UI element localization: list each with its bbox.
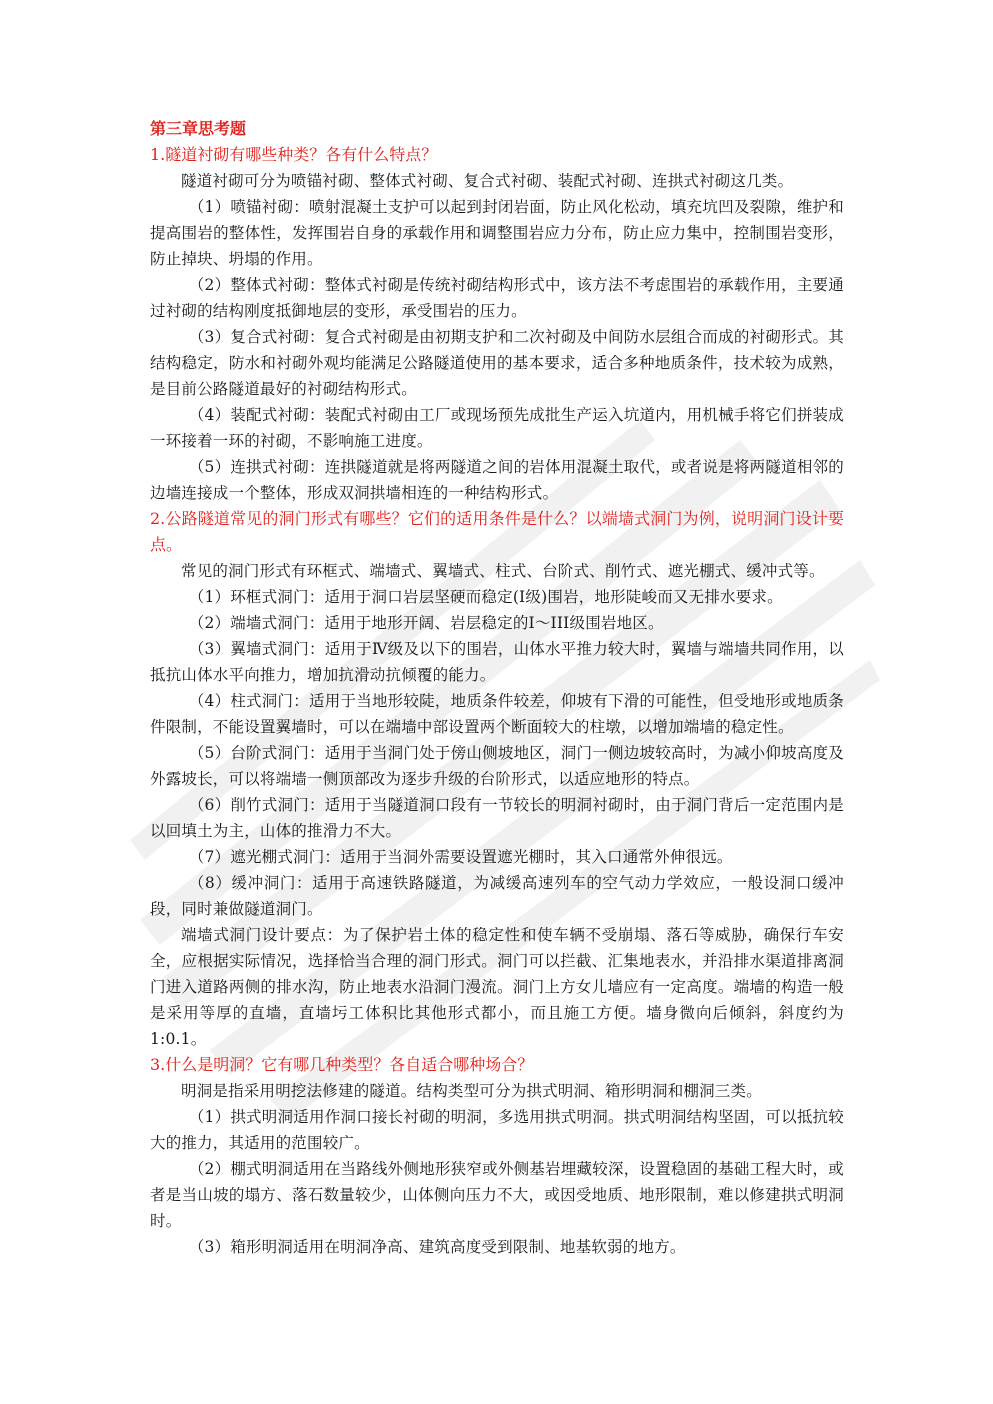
q1-item-5: （5）连拱式衬砌：连拱隧道就是将两隧道之间的岩体用混凝土取代，或者说是将两隧道相邻的边墙连接成一个整体，形成双洞拱墙相连的一种结构形式。 <box>150 458 844 502</box>
q1-item-4: （4）装配式衬砌：装配式衬砌由工厂或现场预先成批生产运入坑道内，用机械手将它们拼装成一环接着一环的衬砌，不影响施工进度。 <box>150 406 844 450</box>
q2-item-3: （3）翼墙式洞门：适用于Ⅳ级及以下的围岩，山体水平推力较大时，翼墙与端墙共同作用，以抵抗山体水平向推力，增加抗滑动抗倾覆的能力。 <box>150 640 844 684</box>
question-1: 1.隧道衬砌有哪些种类？各有什么特点？ <box>150 145 438 164</box>
q1-item-1: （1）喷锚衬砌：喷射混凝土支护可以起到封闭岩面，防止风化松动，填充坑凹及裂隙，维护和提高围岩的整体性，发挥围岩自身的承载作用和调整围岩应力分布，防止应力集中，控制围岩变形，防止掉块、坍塌的作用。 <box>150 198 844 268</box>
q1-item-2: （2）整体式衬砌：整体式衬砌是传统衬砌结构形式中，该方法不考虑围岩的承载作用，主要通过衬砌的结构刚度抵御地层的变形，承受围岩的压力。 <box>150 276 844 320</box>
q2-item-1: （1）环框式洞门：适用于洞口岩层坚硬而稳定(Ⅰ级)围岩，地形陡峻而又无排水要求。 <box>188 588 783 606</box>
q1-intro: 隧道衬砌可分为喷锚衬砌、整体式衬砌、复合式衬砌、装配式衬砌、连拱式衬砌这几类。 <box>181 172 794 190</box>
q2-item-6: （6）削竹式洞门：适用于当隧道洞口段有一节较长的明洞衬砌时，由于洞门背后一定范围内是以回填土为主，山体的推滑力不大。 <box>150 796 844 840</box>
q2-item-5: （5）台阶式洞门：适用于当洞门处于傍山侧坡地区，洞门一侧边坡较高时，为减小仰坡高度及外露坡长，可以将端墙一侧顶部改为逐步升级的台阶形式，以适应地形的特点。 <box>150 744 844 788</box>
q3-item-1: （1）拱式明洞适用作洞口接长衬砌的明洞，多选用拱式明洞。拱式明洞结构坚固，可以抵抗较大的推力，其适用的范围较广。 <box>150 1108 844 1152</box>
document-page <box>150 116 844 1260</box>
chapter-title: 第三章思考题 <box>150 119 247 138</box>
q3-intro: 明洞是指采用明挖法修建的隧道。结构类型可分为拱式明洞、箱形明洞和棚洞三类。 <box>181 1082 762 1100</box>
q2-item-4: （4）柱式洞门：适用于当地形较陡，地质条件较差，仰坡有下滑的可能性，但受地形或地质条件限制，不能设置翼墙时，可以在端墙中部设置两个断面较大的柱墩，以增加端墙的稳定性。 <box>150 692 844 736</box>
q2-item-7: （7）遮光棚式洞门：适用于当洞外需要设置遮光棚时，其入口通常外伸很远。 <box>188 848 733 866</box>
question-2: 2.公路隧道常见的洞门形式有哪些？它们的适用条件是什么？以端墙式洞门为例，说明洞门设计要点。 <box>150 509 844 554</box>
q2-item-8: （8）缓冲洞门：适用于高速铁路隧道，为减缓高速列车的空气动力学效应，一般设洞口缓冲段，同时兼做隧道洞门。 <box>150 874 844 918</box>
q2-design-points: 端墙式洞门设计要点：为了保护岩土体的稳定性和使车辆不受崩塌、落石等威胁，确保行车安全，应根据实际情况，选择恰当合理的洞门形式。洞门可以拦截、汇集地表水，并沿排水渠道排离洞门进入道路两侧的排水沟，防止地表水沿洞门漫流。洞门上方女儿墙应有一定高度。端墙的构造一般是采用等厚的直墙，直墙圬工体积比其他形式都小，而且施工方便。墙身微向后倾斜，斜度约为 1:0.1。 <box>150 926 844 1048</box>
q2-item-2: （2）端墙式洞门：适用于地形开阔、岩层稳定的Ⅰ～III级围岩地区。 <box>188 614 664 632</box>
question-3: 3.什么是明洞？它有哪几种类型？各自适合哪种场合？ <box>150 1055 534 1074</box>
q3-item-2: （2）棚式明洞适用在当路线外侧地形狭窄或外侧基岩埋藏较深，设置稳固的基础工程大时，或者是当山坡的塌方、落石数量较少，山体侧向压力不大，或因受地质、地形限制，难以修建拱式明洞时。 <box>150 1160 844 1230</box>
q3-item-3: （3）箱形明洞适用在明洞净高、建筑高度受到限制、地基软弱的地方。 <box>188 1238 686 1256</box>
q2-intro: 常见的洞门形式有环框式、端墙式、翼墙式、柱式、台阶式、削竹式、遮光棚式、缓冲式等。 <box>181 562 825 580</box>
q1-item-3: （3）复合式衬砌：复合式衬砌是由初期支护和二次衬砌及中间防水层组合而成的衬砌形式。其结构稳定，防水和衬砌外观均能满足公路隧道使用的基本要求，适合多种地质条件，技术较为成熟，是目前公路隧道最好的衬砌结构形式。 <box>150 328 844 398</box>
